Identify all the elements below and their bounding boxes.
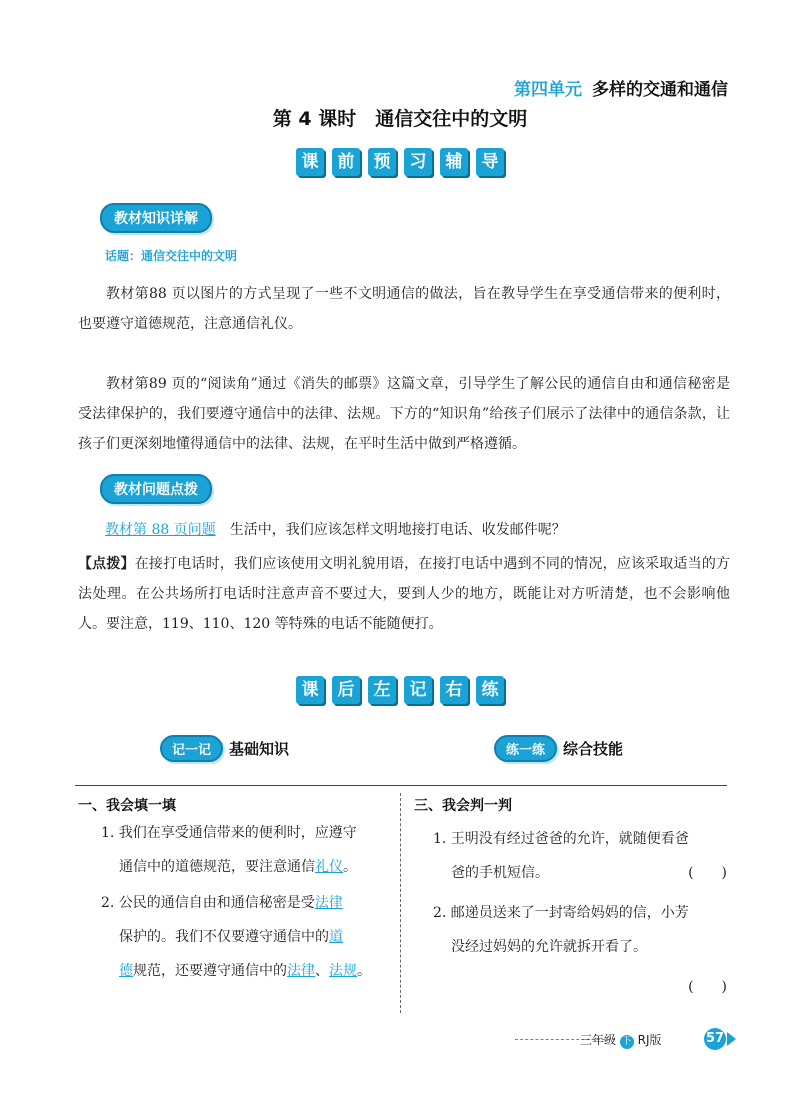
judge-q1-text: 爸的手机短信。: [451, 865, 549, 881]
banner-char: 辅: [440, 148, 468, 176]
fill-q2-sep: 、: [315, 963, 329, 979]
judge-question-1: [433, 822, 733, 890]
practice-pill: 练一练: [494, 735, 557, 762]
answer-liyi: 礼仪: [315, 859, 343, 875]
fill-question-1: [101, 816, 401, 884]
unit-title: 多样的交通和通信: [592, 80, 728, 100]
topic-label: 话题：通信交往中的文明: [105, 249, 238, 263]
judge-q2-paren: ( ): [688, 979, 727, 995]
fill-q2-line1: [101, 886, 401, 920]
answer-falv-2: 法律: [287, 963, 315, 979]
banner-char: 右: [440, 676, 468, 704]
practice-banner: [0, 676, 800, 704]
lesson-title: 第 4 课时 通信交往中的文明: [272, 108, 528, 130]
unit-number: 第四单元: [514, 80, 582, 100]
fill-q2-end: 。: [357, 963, 371, 979]
grade-text: 三年级: [580, 1033, 617, 1047]
judge-question-2: [433, 896, 733, 1004]
term-badge: 下: [621, 1036, 632, 1047]
banner-char: 记: [404, 676, 432, 704]
basic-knowledge-heading: [160, 735, 289, 762]
answer-dao: 道: [329, 929, 343, 945]
banner-char: 后: [332, 676, 360, 704]
judge-q2-line2: 没经过妈妈的允许就拆开看了。: [451, 939, 647, 955]
judge-q1-line1: 1. 王明没有经过爸爸的允许，就随便看爸: [433, 831, 689, 847]
tip-paragraph: [78, 549, 730, 639]
answer-de: 德: [119, 963, 133, 979]
page-number: [704, 1028, 726, 1050]
fill-question-2: [101, 886, 401, 988]
fill-q1-line1: 1. 我们在享受通信带来的便利时，应遵守: [101, 825, 357, 841]
unit-header: [514, 75, 728, 100]
fill-q2-text-a: 2. 公民的通信自由和通信秘密是受: [101, 895, 315, 911]
fill-q2-line2: [101, 920, 401, 954]
basic-knowledge-title: 基础知识: [229, 740, 290, 758]
answer-falv: 法律: [314, 895, 343, 911]
question-pill: 教材问题点拨: [100, 474, 212, 504]
divider: [75, 785, 727, 786]
skills-heading: [494, 735, 623, 762]
judge-q1-paren: ( ): [688, 865, 727, 881]
fill-q1-line2: [101, 850, 401, 884]
preview-banner: [0, 148, 800, 176]
fill-q2-text-c: 规范，还要遵守通信中的: [133, 963, 287, 979]
remember-pill: 记一记: [160, 735, 223, 762]
knowledge-pill: 教材知识详解: [100, 203, 212, 233]
judge-q1-line2: [433, 856, 733, 890]
question-ref: 教材第 88 页问题: [105, 522, 216, 538]
banner-char: 前: [332, 148, 360, 176]
paragraph-1: 教材第88 页以图片的方式呈现了一些不文明通信的做法，旨在教导学生在享受通信带来的便利时，也要遵守道德规范，注意通信礼仪。: [78, 286, 730, 332]
banner-char: 习: [404, 148, 432, 176]
paragraph-2: 教材第89 页的“阅读角”通过《消失的邮票》这篇文章，引导学生了解公民的通信自由和通信秘密是受法律保护的，我们要遵守通信中的法律、法规。下方的“知识角”给孩子们展示了法律中的通信条款，让孩子们更深刻地懂得通信中的法律、法规，在平时生活中做到严格遵循。: [78, 376, 730, 452]
banner-char: 练: [476, 676, 504, 704]
page-arrow-icon: [727, 1032, 736, 1046]
skills-title: 综合技能: [563, 740, 624, 758]
fill-in-section-title: 一、我会填一填: [78, 798, 176, 814]
edition-text: RJ版: [637, 1033, 662, 1047]
answer-fagui: 法规: [329, 963, 357, 979]
question-heading: [100, 474, 212, 504]
judge-q2-line1: 2. 邮递员送来了一封寄给妈妈的信，小芳: [433, 905, 689, 921]
banner-char: 左: [368, 676, 396, 704]
textbook-question: [105, 519, 566, 539]
fill-q2-line3: [101, 954, 401, 988]
banner-char: 课: [296, 676, 324, 704]
fill-q1-end: 。: [343, 859, 357, 875]
question-text: 生活中，我们应该怎样文明地接打电话、收发邮件呢？: [229, 522, 566, 538]
page-number-value: 57: [704, 1028, 726, 1050]
footer-grade: [580, 1031, 662, 1049]
banner-char: 导: [476, 148, 504, 176]
banner-char: 预: [368, 148, 396, 176]
fill-q1-text: 通信中的道德规范，要注意通信: [119, 859, 315, 875]
judge-section-title: 三、我会判一判: [414, 798, 512, 814]
fill-q2-text-b: 保护的。我们不仅要遵守通信中的: [119, 929, 329, 945]
banner-char: 课: [296, 148, 324, 176]
knowledge-heading: [100, 203, 212, 233]
tip-text: 在接打电话时，我们应该使用文明礼貌用语，在接打电话中遇到不同的情况，应该采取适当的方法处理。在公共场所打电话时注意声音不要过大，要到人少的地方，既能让对方听清楚，也不会影响他人。要注意，119、110、120 等特殊的电话不能随便打。: [78, 556, 731, 632]
tip-label: 【点拨】: [78, 556, 135, 572]
